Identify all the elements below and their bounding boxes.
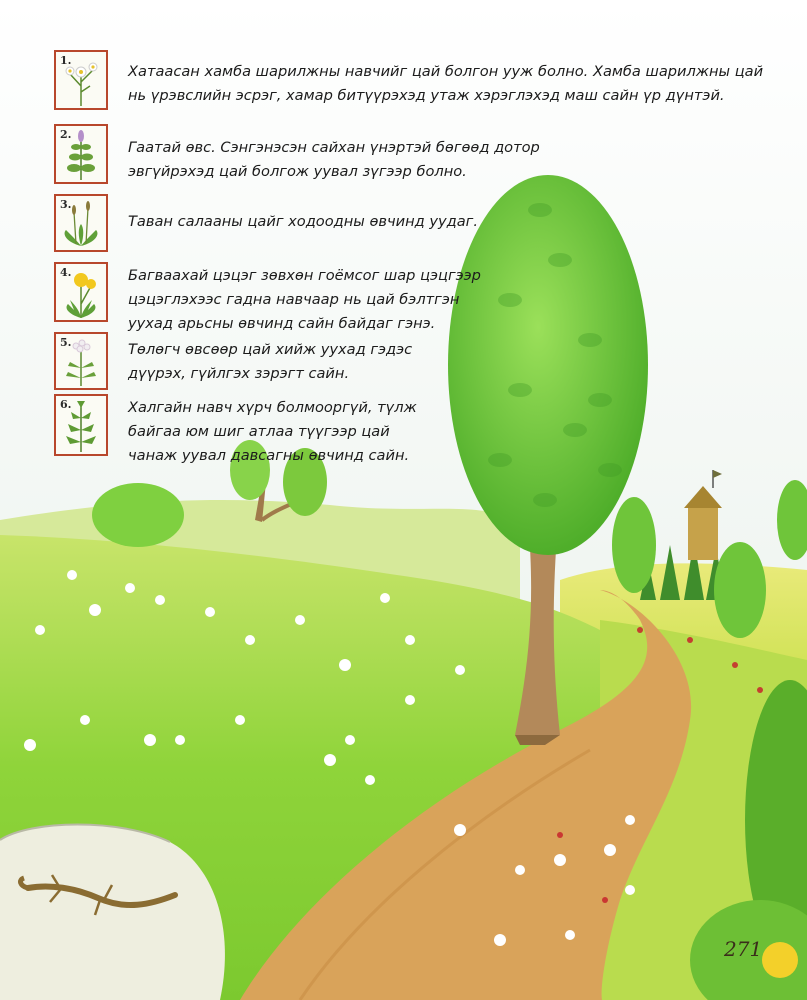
herb-number-2: 2. xyxy=(60,128,72,141)
herb-thumbnail-2 xyxy=(54,124,108,184)
herb-description-3: Таван салааны цайг ходоодны өвчинд уудаг. xyxy=(128,213,478,230)
herb-number-3: 3. xyxy=(60,198,72,211)
page-number: 271 xyxy=(724,937,763,961)
valerian-icon xyxy=(56,334,106,388)
herb-thumbnail-5 xyxy=(54,332,108,390)
herb-thumbnail-4 xyxy=(54,262,108,322)
herb-number-1: 1. xyxy=(60,54,72,67)
herb-description-5: Төлөгч өвсөөр цай хийж уухад гэдэс дүүрэх, гүйлгэх зэрэгт сайн. xyxy=(128,341,413,382)
dandelion-icon xyxy=(56,264,106,320)
plantain-icon xyxy=(56,196,106,250)
herb-thumbnail-3 xyxy=(54,194,108,252)
herb-number-5: 5. xyxy=(60,336,72,349)
nettle-icon xyxy=(56,396,106,454)
herb-number-4: 4. xyxy=(60,266,72,279)
chamomile-icon xyxy=(56,52,106,108)
herb-number-6: 6. xyxy=(60,398,72,411)
herb-description-2: Гаатай өвс. Сэнгэнэсэн сайхан үнэртэй бөгөөд дотор эвгүйрэхэд цай болгож уувал зүгээр болно. xyxy=(128,139,540,180)
herb-description-6: Халгайн навч хүрч болмооргүй, түлж байгаа юм шиг атлаа түүгээр цай чанаж уувал давсагны өвчинд сайн. xyxy=(128,399,417,464)
herb-thumbnail-6 xyxy=(54,394,108,456)
herb-list xyxy=(0,0,807,470)
herb-description-1: Хатаасан хамба шарилжны навчийг цай болгон ууж болно. Хамба шарилжны цай нь үрэвслийн эсрэг, хамар битүүрэхэд утаж хэрэглэхэд маш сайн үр дүнтэй. xyxy=(128,63,764,104)
herb-description-4: Багваахай цэцэг зөвхөн гоёмсог шар цэцгээр цэцэглэхээс гадна навчаар нь цай бэлтгэн уухад арьсны өвчинд сайн байдаг гэнэ. xyxy=(128,267,481,332)
herb-thumbnail-1 xyxy=(54,50,108,110)
mint-icon xyxy=(56,126,106,182)
